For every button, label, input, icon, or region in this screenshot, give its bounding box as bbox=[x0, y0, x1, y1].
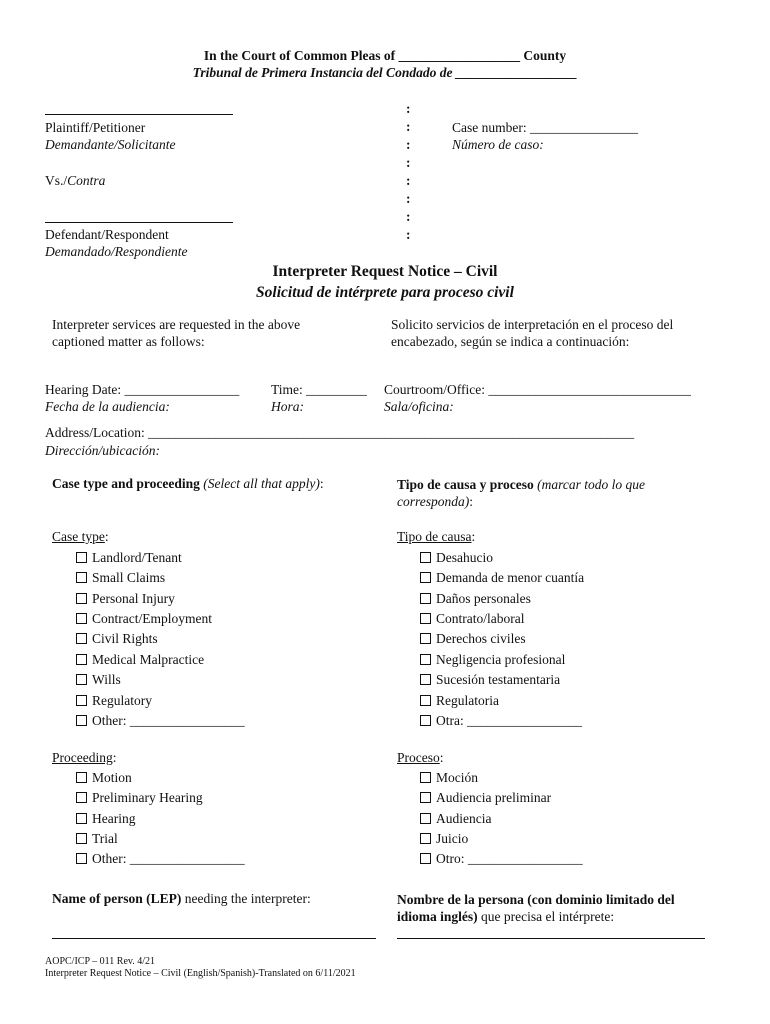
checkbox[interactable] bbox=[76, 695, 87, 706]
case-number-label-es: Número de caso: bbox=[452, 137, 544, 152]
caption-colon: : bbox=[406, 137, 411, 152]
checkbox[interactable] bbox=[76, 853, 87, 864]
checkbox[interactable] bbox=[420, 813, 431, 824]
case-type-option[interactable]: Civil Rights bbox=[76, 631, 158, 647]
checkbox[interactable] bbox=[76, 552, 87, 563]
court-title-es: Tribunal de Primera Instancia del Condado de __________________ bbox=[192, 65, 578, 80]
address-label-es: Dirección/ubicación: bbox=[45, 443, 160, 458]
case-number-field[interactable]: Case number: ________________ bbox=[452, 120, 638, 135]
checkbox[interactable] bbox=[76, 572, 87, 583]
form-title-es: Solicitud de intérprete para proceso civil bbox=[256, 284, 514, 301]
case-type-heading: Case type and proceeding (Select all that apply): bbox=[52, 476, 324, 491]
checkbox[interactable] bbox=[76, 633, 87, 644]
case-type-option-es[interactable]: Daños personales bbox=[420, 591, 531, 607]
form-footer-title: Interpreter Request Notice – Civil (English/Spanish)-Translated on 6/11/2021 bbox=[45, 968, 356, 979]
lep-name-line[interactable] bbox=[52, 938, 376, 939]
plaintiff-label: Plaintiff/Petitioner bbox=[45, 120, 146, 135]
time-label-es: Hora: bbox=[271, 399, 304, 414]
case-type-option-es[interactable]: Negligencia profesional bbox=[420, 652, 565, 668]
proceeding-option-es[interactable]: Otro: _________________ bbox=[420, 851, 583, 867]
intro-text: Interpreter services are requested in the above captioned matter as follows: bbox=[52, 317, 301, 349]
checkbox[interactable] bbox=[420, 633, 431, 644]
caption-colon: : bbox=[406, 155, 411, 170]
checkbox[interactable] bbox=[76, 613, 87, 624]
defendant-label: Defendant/Respondent bbox=[45, 227, 169, 242]
checkbox[interactable] bbox=[420, 572, 431, 583]
case-type-option[interactable]: Small Claims bbox=[76, 570, 165, 586]
caption-colon: : bbox=[406, 209, 411, 224]
case-type-heading-es: Tipo de causa y proceso (marcar todo lo que corresponda): bbox=[397, 477, 646, 509]
checkbox[interactable] bbox=[76, 772, 87, 783]
case-type-option-es[interactable]: Desahucio bbox=[420, 550, 493, 566]
checkbox[interactable] bbox=[76, 593, 87, 604]
proceeding-option[interactable]: Trial bbox=[76, 831, 118, 847]
proceeding-option-es[interactable]: Juicio bbox=[420, 831, 468, 847]
case-type-option[interactable]: Wills bbox=[76, 672, 121, 688]
proceeding-option[interactable]: Hearing bbox=[76, 811, 135, 827]
proceeding-option[interactable]: Other: _________________ bbox=[76, 851, 245, 867]
hearing-date-field[interactable]: Hearing Date: _________________ bbox=[45, 382, 240, 397]
proceeding-option-es[interactable]: Audiencia preliminar bbox=[420, 790, 551, 806]
checkbox[interactable] bbox=[420, 853, 431, 864]
plaintiff-name-line[interactable] bbox=[45, 114, 233, 115]
caption-colon: : bbox=[406, 227, 411, 242]
caption-colon: : bbox=[406, 119, 411, 134]
versus-label: Vs./Contra bbox=[45, 173, 106, 188]
case-type-option-es[interactable]: Otra: _________________ bbox=[420, 713, 582, 729]
defendant-name-line[interactable] bbox=[45, 222, 233, 223]
case-type-option[interactable]: Personal Injury bbox=[76, 591, 175, 607]
checkbox[interactable] bbox=[420, 792, 431, 803]
caption-colon: : bbox=[406, 191, 411, 206]
checkbox[interactable] bbox=[76, 833, 87, 844]
checkbox[interactable] bbox=[420, 654, 431, 665]
case-type-option-es[interactable]: Sucesión testamentaria bbox=[420, 672, 560, 688]
proceeding-option[interactable]: Preliminary Hearing bbox=[76, 790, 203, 806]
time-field[interactable]: Time: _________ bbox=[271, 382, 367, 397]
checkbox[interactable] bbox=[420, 833, 431, 844]
checkbox[interactable] bbox=[76, 792, 87, 803]
checkbox[interactable] bbox=[420, 593, 431, 604]
checkbox[interactable] bbox=[420, 613, 431, 624]
court-title-en: In the Court of Common Pleas of __________________ County bbox=[203, 48, 567, 63]
checkbox[interactable] bbox=[420, 695, 431, 706]
form-title: Interpreter Request Notice – Civil bbox=[272, 263, 498, 280]
proceeding-subheading-es: Proceso: bbox=[397, 750, 444, 765]
case-type-option[interactable]: Contract/Employment bbox=[76, 611, 212, 627]
case-type-option-es[interactable]: Contrato/laboral bbox=[420, 611, 524, 627]
checkbox[interactable] bbox=[76, 715, 87, 726]
proceeding-option[interactable]: Motion bbox=[76, 770, 132, 786]
address-field[interactable]: Address/Location: ________________________________________________________________________ bbox=[45, 425, 635, 440]
checkbox[interactable] bbox=[420, 552, 431, 563]
case-type-subheading-es: Tipo de causa: bbox=[397, 529, 476, 544]
plaintiff-label-es: Demandante/Solicitante bbox=[45, 137, 176, 152]
checkbox[interactable] bbox=[76, 654, 87, 665]
lep-name-line-es[interactable] bbox=[397, 938, 705, 939]
lep-name-label: Name of person (LEP) needing the interpreter: bbox=[52, 891, 311, 906]
case-type-option[interactable]: Other: _________________ bbox=[76, 713, 245, 729]
checkbox[interactable] bbox=[420, 715, 431, 726]
case-type-option-es[interactable]: Demanda de menor cuantía bbox=[420, 570, 584, 586]
courtroom-label-es: Sala/oficina: bbox=[384, 399, 454, 414]
checkbox[interactable] bbox=[420, 674, 431, 685]
caption-colon: : bbox=[406, 173, 411, 188]
checkbox[interactable] bbox=[420, 772, 431, 783]
intro-text-es: Solicito servicios de interpretación en el proceso del encabezado, según se indica a continuación: bbox=[391, 317, 674, 349]
proceeding-option-es[interactable]: Moción bbox=[420, 770, 478, 786]
proceeding-option-es[interactable]: Audiencia bbox=[420, 811, 491, 827]
case-type-option-es[interactable]: Derechos civiles bbox=[420, 631, 526, 647]
case-type-subheading: Case type: bbox=[52, 529, 109, 544]
form-id: AOPC/ICP – 011 Rev. 4/21 bbox=[45, 956, 156, 967]
defendant-label-es: Demandado/Respondiente bbox=[45, 244, 188, 259]
lep-name-label-es: Nombre de la persona (con dominio limitado del idioma inglés) que precisa el intérprete: bbox=[397, 892, 675, 924]
case-type-option[interactable]: Regulatory bbox=[76, 693, 152, 709]
hearing-date-label-es: Fecha de la audiencia: bbox=[45, 399, 170, 414]
courtroom-field[interactable]: Courtroom/Office: ______________________________ bbox=[384, 382, 691, 397]
caption-colon: : bbox=[406, 101, 411, 116]
proceeding-subheading: Proceeding: bbox=[52, 750, 117, 765]
case-type-option[interactable]: Medical Malpractice bbox=[76, 652, 204, 668]
case-type-option-es[interactable]: Regulatoria bbox=[420, 693, 499, 709]
case-type-option[interactable]: Landlord/Tenant bbox=[76, 550, 182, 566]
checkbox[interactable] bbox=[76, 674, 87, 685]
checkbox[interactable] bbox=[76, 813, 87, 824]
